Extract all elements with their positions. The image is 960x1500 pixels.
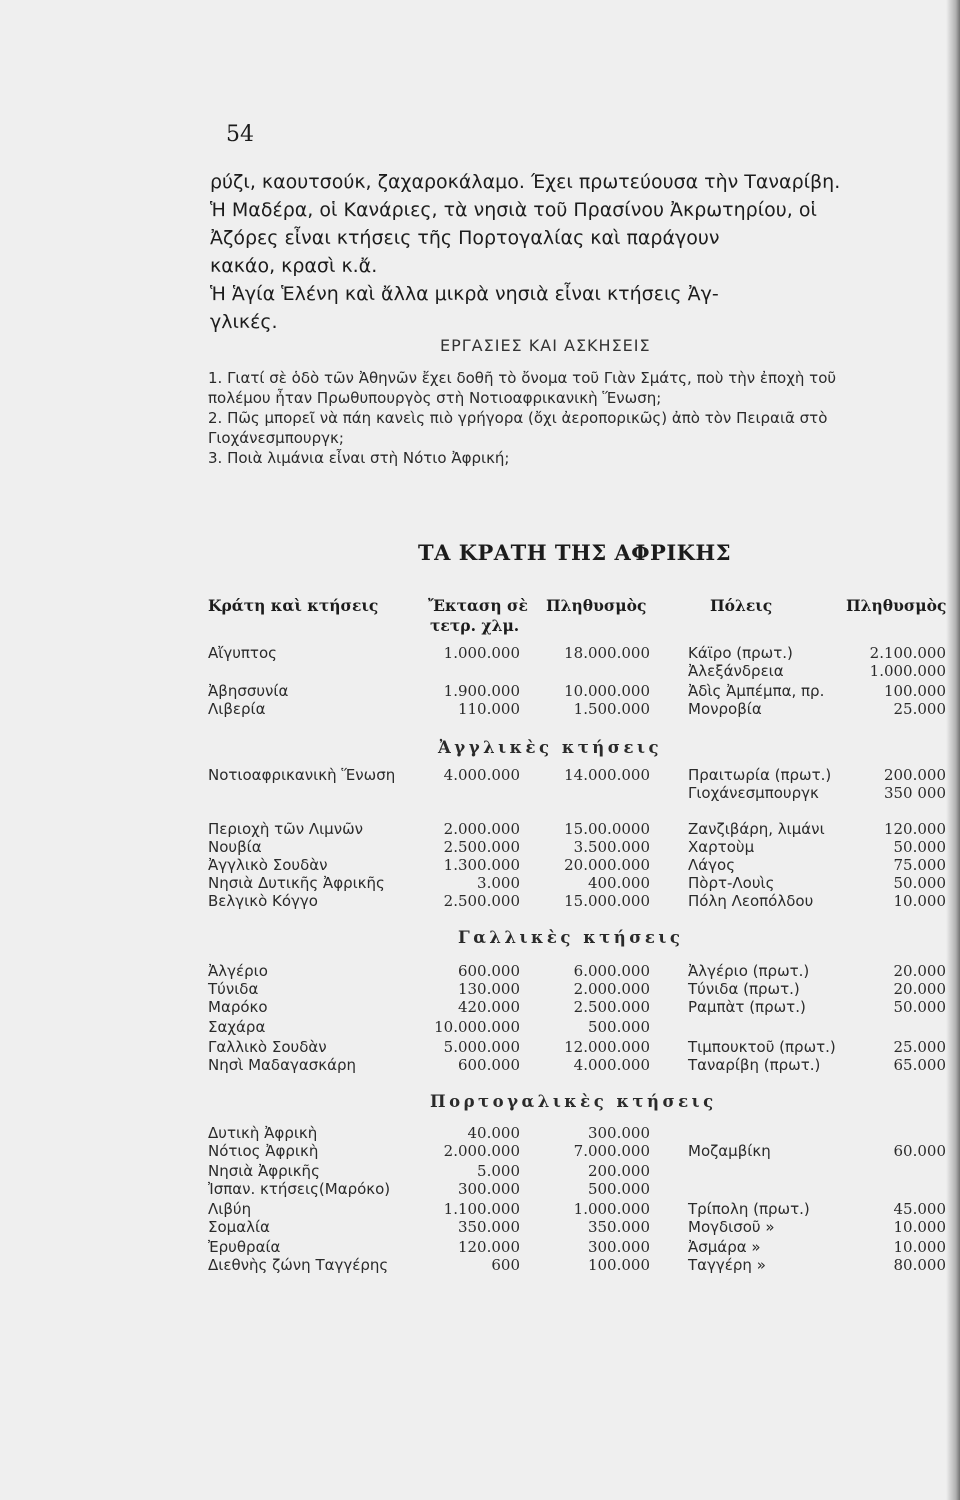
city-population-cell: 2.100.000 <box>869 644 946 662</box>
table-row <box>0 962 960 980</box>
city-population-cell: 65.000 <box>893 1056 946 1074</box>
area-cell: 1.100.000 <box>443 1200 520 1218</box>
page-number: 54 <box>226 122 254 147</box>
city-population-cell: 350 000 <box>883 784 946 802</box>
group-title: Γαλλικὲς κτήσεις <box>458 928 684 947</box>
group-title: Πορτογαλικὲς κτήσεις <box>430 1092 717 1111</box>
city-population-cell: 10.000 <box>893 892 946 910</box>
city-cell: Μοζαμβίκη <box>688 1142 771 1160</box>
city-population-cell: 60.000 <box>893 1142 946 1160</box>
population-cell: 4.000.000 <box>573 1056 650 1074</box>
city-cell: Πὸρτ-Λουὶς <box>688 874 775 892</box>
city-cell: Ἀλγέριο (πρωτ.) <box>688 962 810 980</box>
area-cell: 110.000 <box>457 700 520 718</box>
page-edge-shadow <box>946 0 960 1500</box>
exercise-line: 2. Πῶς μπορεῖ νὰ πάη κανεὶς πιὸ γρήγορα (ὄχι ἀεροπορικῶς) ἀπὸ τὸν Πειραιᾶ στὸ <box>208 409 828 427</box>
area-cell: 5.000.000 <box>443 1038 520 1056</box>
state-cell: Δυτικὴ Ἀφρικὴ <box>208 1124 318 1142</box>
population-cell: 350.000 <box>587 1218 650 1236</box>
city-cell: Πόλη Λεοπόλδου <box>688 892 814 910</box>
table-row <box>0 1200 960 1218</box>
area-cell: 40.000 <box>467 1124 520 1142</box>
state-cell: Περιοχὴ τῶν Λιμνῶν <box>208 820 364 838</box>
intro-line: κακάο, κρασὶ κ.ἄ. <box>210 255 378 277</box>
header-states: Κράτη καὶ κτήσεις <box>208 596 379 615</box>
population-cell: 1.000.000 <box>573 1200 650 1218</box>
table-row <box>0 856 960 874</box>
area-cell: 2.500.000 <box>443 838 520 856</box>
city-cell: Ραμπὰτ (πρωτ.) <box>688 998 806 1016</box>
population-cell: 14.000.000 <box>564 766 650 784</box>
exercises-heading: ΕΡΓΑΣΙΕΣ ΚΑΙ ΑΣΚΗΣΕΙΣ <box>440 336 651 355</box>
table-row <box>0 1038 960 1056</box>
table-row <box>0 980 960 998</box>
table-row <box>0 644 960 662</box>
state-cell: Ἐρυθραία <box>208 1238 281 1256</box>
population-cell: 18.000.000 <box>564 644 650 662</box>
city-cell: Ἀδὶς Ἀμπέμπα, πρ. <box>688 682 825 700</box>
population-cell: 20.000.000 <box>564 856 650 874</box>
table-row <box>0 1256 960 1274</box>
city-cell: Ταγγέρη » <box>688 1256 766 1274</box>
area-cell: 1.300.000 <box>443 856 520 874</box>
area-cell: 2.000.000 <box>443 820 520 838</box>
city-population-cell: 1.000.000 <box>869 662 946 680</box>
city-population-cell: 75.000 <box>893 856 946 874</box>
header-area: Ἔκταση σὲ <box>428 596 528 615</box>
area-cell: 2.500.000 <box>443 892 520 910</box>
population-cell: 12.000.000 <box>564 1038 650 1056</box>
intro-paragraph <box>210 168 940 336</box>
state-cell: Νοτιοαφρικανικὴ Ἕνωση <box>208 766 396 784</box>
area-cell: 1.900.000 <box>443 682 520 700</box>
area-cell: 600.000 <box>457 1056 520 1074</box>
table-row <box>0 1142 960 1160</box>
population-cell: 10.000.000 <box>564 682 650 700</box>
city-population-cell: 50.000 <box>893 998 946 1016</box>
area-cell: 5.000 <box>477 1162 520 1180</box>
state-cell: Ἀβησσυνία <box>208 682 289 700</box>
exercise-line: πολέμου ἦταν Πρωθυπουργὸς στὴ Νοτιοαφρικανικὴ Ἕνωση; <box>208 389 662 407</box>
state-cell: Νησιὰ Ἀφρικῆς <box>208 1162 320 1180</box>
header-population: Πληθυσμὸς <box>546 596 647 615</box>
table-title: ΤΑ ΚΡΑΤΗ ΤΗΣ ΑΦΡΙΚΗΣ <box>418 540 732 565</box>
city-population-cell: 80.000 <box>893 1256 946 1274</box>
city-cell: Τύνιδα (πρωτ.) <box>688 980 800 998</box>
area-cell: 300.000 <box>457 1180 520 1198</box>
population-cell: 200.000 <box>587 1162 650 1180</box>
city-cell: Μογδισοῦ » <box>688 1218 775 1236</box>
city-cell: Ταναρίβη (πρωτ.) <box>688 1056 821 1074</box>
state-cell: Ἀγγλικὸ Σουδὰν <box>208 856 328 874</box>
population-cell: 300.000 <box>587 1238 650 1256</box>
city-population-cell: 25.000 <box>893 700 946 718</box>
state-cell: Νότιος Ἀφρικὴ <box>208 1142 319 1160</box>
state-cell: Νησιὰ Δυτικῆς Ἀφρικῆς <box>208 874 385 892</box>
city-population-cell: 25.000 <box>893 1038 946 1056</box>
city-population-cell: 100.000 <box>883 682 946 700</box>
population-cell: 2.500.000 <box>573 998 650 1016</box>
table-row <box>0 820 960 838</box>
table-row <box>0 682 960 700</box>
population-cell: 7.000.000 <box>573 1142 650 1160</box>
exercises-list <box>208 368 948 468</box>
group-title: Ἀγγλικὲς κτήσεις <box>438 738 663 757</box>
intro-line: Ἡ Μαδέρα, οἱ Κανάριες, τὰ νησιὰ τοῦ Πρασίνου Ἀκρωτηρίου, οἱ <box>210 199 817 221</box>
city-cell: Πραιτωρία (πρωτ.) <box>688 766 832 784</box>
city-cell: Τρίπολη (πρωτ.) <box>688 1200 810 1218</box>
header-area-unit: τετρ. χλμ. <box>430 616 520 635</box>
area-cell: 10.000.000 <box>434 1018 520 1036</box>
table-row <box>0 700 960 718</box>
population-cell: 2.000.000 <box>573 980 650 998</box>
table-row <box>0 1018 960 1036</box>
table-row <box>0 1218 960 1236</box>
area-cell: 3.000 <box>477 874 520 892</box>
intro-line: Ἀζόρες εἶναι κτήσεις τῆς Πορτογαλίας καὶ παράγουν <box>210 227 720 249</box>
population-cell: 15.000.000 <box>564 892 650 910</box>
city-population-cell: 45.000 <box>893 1200 946 1218</box>
population-cell: 500.000 <box>587 1018 650 1036</box>
city-population-cell: 200.000 <box>883 766 946 784</box>
population-cell: 6.000.000 <box>573 962 650 980</box>
intro-line: ρύζι, καουτσούκ, ζαχαροκάλαμο. Έχει πρωτεύουσα τὴν Ταναρίβη. <box>210 171 841 193</box>
area-cell: 600.000 <box>457 962 520 980</box>
city-population-cell: 50.000 <box>893 874 946 892</box>
table-row <box>0 662 960 680</box>
table-row <box>0 766 960 784</box>
population-cell: 1.500.000 <box>573 700 650 718</box>
city-cell: Ζανζιβάρη, λιμάνι <box>688 820 825 838</box>
state-cell: Γαλλικὸ Σουδὰν <box>208 1038 327 1056</box>
state-cell: Τύνιδα <box>208 980 259 998</box>
area-cell: 4.000.000 <box>443 766 520 784</box>
city-cell: Μονροβία <box>688 700 762 718</box>
population-cell: 300.000 <box>587 1124 650 1142</box>
city-population-cell: 50.000 <box>893 838 946 856</box>
state-cell: Σαχάρα <box>208 1018 266 1036</box>
state-cell: Αἴγυπτος <box>208 644 277 662</box>
table-row <box>0 1180 960 1198</box>
population-cell: 400.000 <box>587 874 650 892</box>
exercise-line: Γιοχάνεσμπουργκ; <box>208 429 344 447</box>
area-cell: 350.000 <box>457 1218 520 1236</box>
table-row <box>0 874 960 892</box>
table-row <box>0 892 960 910</box>
header-city-population: Πληθυσμὸς <box>846 596 947 615</box>
population-cell: 100.000 <box>587 1256 650 1274</box>
area-cell: 1.000.000 <box>443 644 520 662</box>
state-cell: Σομαλία <box>208 1218 270 1236</box>
table-row <box>0 1238 960 1256</box>
population-cell: 500.000 <box>587 1180 650 1198</box>
intro-line: γλικές. <box>210 311 278 333</box>
header-cities: Πόλεις <box>710 596 773 615</box>
exercise-line: 3. Ποιὰ λιμάνια εἶναι στὴ Νότιο Ἀφρική; <box>208 449 510 467</box>
city-cell: Τιμπουκτοῦ (πρωτ.) <box>688 1038 836 1056</box>
city-population-cell: 120.000 <box>883 820 946 838</box>
table-row <box>0 784 960 802</box>
city-cell: Ἀλεξάνδρεια <box>688 662 784 680</box>
state-cell: Νουβία <box>208 838 262 856</box>
table-row <box>0 998 960 1016</box>
city-population-cell: 10.000 <box>893 1238 946 1256</box>
city-population-cell: 20.000 <box>893 962 946 980</box>
state-cell: Νησὶ Μαδαγασκάρη <box>208 1056 357 1074</box>
city-cell: Γιοχάνεσμπουργκ <box>688 784 819 802</box>
table-row <box>0 1056 960 1074</box>
city-cell: Ἀσμάρα » <box>688 1238 761 1256</box>
city-cell: Χαρτοὺμ <box>688 838 755 856</box>
city-cell: Κάϊρο (πρωτ.) <box>688 644 793 662</box>
city-population-cell: 10.000 <box>893 1218 946 1236</box>
table-row <box>0 1162 960 1180</box>
state-cell: Βελγικὸ Κόγγο <box>208 892 318 910</box>
state-cell: Διεθνὴς ζώνη Ταγγέρης <box>208 1256 389 1274</box>
city-population-cell: 20.000 <box>893 980 946 998</box>
intro-line: Ἡ Ἁγία Ἑλένη καὶ ἄλλα μικρὰ νησιὰ εἶναι κτήσεις Ἀγ- <box>210 283 719 305</box>
area-cell: 130.000 <box>457 980 520 998</box>
state-cell: Λιβερία <box>208 700 266 718</box>
city-cell: Λάγος <box>688 856 736 874</box>
area-cell: 120.000 <box>457 1238 520 1256</box>
state-cell: Μαρόκο <box>208 998 268 1016</box>
population-cell: 3.500.000 <box>573 838 650 856</box>
area-cell: 420.000 <box>457 998 520 1016</box>
area-cell: 600 <box>491 1256 520 1274</box>
exercise-line: 1. Γιατί σὲ ὁδὸ τῶν Ἀθηνῶν ἔχει δοθῆ τὸ ὄνομα τοῦ Γιὰν Σμάτς, ποὺ τὴν ἐποχὴ τοῦ <box>208 369 837 387</box>
state-cell: Ἀλγέριο <box>208 962 268 980</box>
table-row <box>0 1124 960 1142</box>
state-cell: Ἰσπαν. κτήσεις(Μαρόκο) <box>208 1180 391 1198</box>
population-cell: 15.00.0000 <box>564 820 650 838</box>
table-row <box>0 838 960 856</box>
state-cell: Λιβύη <box>208 1200 252 1218</box>
area-cell: 2.000.000 <box>443 1142 520 1160</box>
